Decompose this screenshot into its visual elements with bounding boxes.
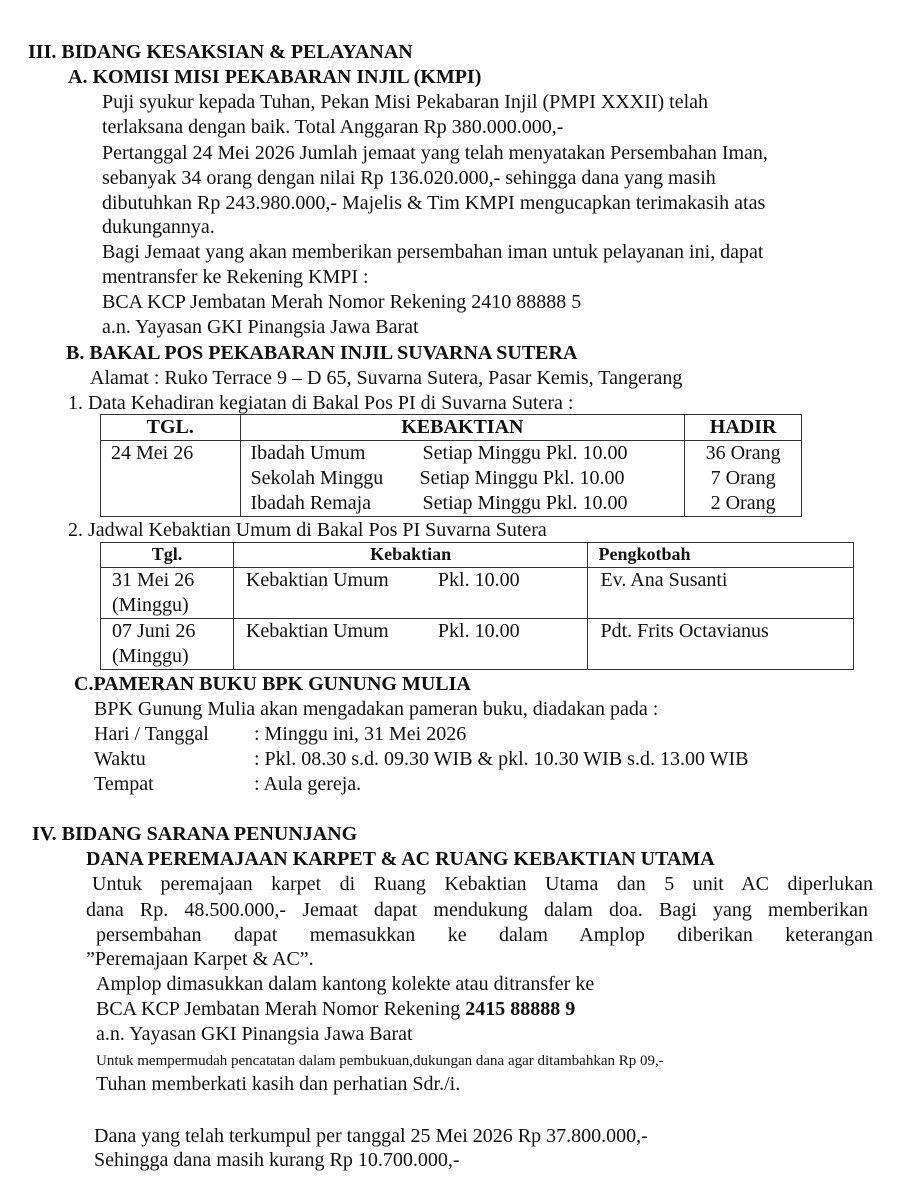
funds-collected: Dana yang telah terkumpul per tanggal 25 Mei 2026 Rp 37.800.000,- — [94, 1125, 648, 1147]
day-text: (Minggu) — [112, 645, 189, 667]
schedule-preacher: Pdt. Frits Octavianus — [588, 619, 854, 670]
attendance-heading: 1. Data Kehadiran kegiatan di Bakal Pos PI di Suvarna Sutera : — [68, 392, 574, 414]
service-time: Setiap Minggu Pkl. 10.00 — [422, 492, 628, 514]
section-3c-title: C.PAMERAN BUKU BPK GUNUNG MULIA — [74, 673, 471, 695]
section-4-subtitle: DANA PEREMAJAAN KARPET & AC RUANG KEBAKTIAN UTAMA — [86, 848, 715, 870]
schedule-service — [233, 568, 588, 619]
carpet-paragraph-line-3: persembahan dapat memasukkan ke dalam Amplop diberikan keterangan — [96, 924, 873, 946]
section-4-title: IV. BIDANG SARANA PENUNJANG — [32, 823, 358, 845]
kmpi-line-1: Puji syukur kepada Tuhan, Pekan Misi Pekabaran Injil (PMPI XXXII) telah — [102, 91, 709, 113]
exhibition-date-row — [94, 722, 466, 746]
row-label: Hari / Tanggal — [94, 723, 209, 745]
service-time: Setiap Minggu Pkl. 10.00 — [422, 442, 628, 464]
envelope-instruction: Amplop dimasukkan dalam kantong kolekte atau ditransfer ke — [96, 973, 595, 995]
pos-pi-address: Alamat : Ruko Terrace 9 – D 65, Suvarna Sutera, Pasar Kemis, Tangerang — [90, 367, 683, 389]
kmpi-line-8: mentransfer ke Rekening KMPI : — [102, 266, 369, 288]
table-row — [101, 441, 802, 517]
service-name: Ibadah Umum — [250, 442, 366, 464]
attendance-counts — [685, 441, 802, 517]
section-3-title: III. BIDANG KESAKSIAN & PELAYANAN — [28, 41, 413, 63]
kmpi-account-name: a.n. Yayasan GKI Pinangsia Jawa Barat — [102, 316, 419, 338]
hadir-count: 7 Orang — [710, 467, 776, 489]
date-text: 07 Juni 26 — [112, 620, 196, 642]
kmpi-line-2: terlaksana dengan baik. Total Anggaran Rp 380.000.000,- — [102, 116, 564, 138]
row-value: : Aula gereja. — [254, 773, 362, 795]
carpet-paragraph-line-1: Untuk peremajaan karpet di Ruang Kebaktian Utama dan 5 unit AC diperlukan — [92, 873, 873, 895]
service-name: Sekolah Minggu — [250, 467, 384, 489]
attendance-date: 24 Mei 26 — [101, 441, 241, 517]
bank-account-number: 2415 88888 9 — [465, 998, 576, 1020]
service-time: Pkl. 10.00 — [437, 620, 520, 642]
row-label: Tempat — [94, 773, 154, 795]
attendance-services — [240, 441, 685, 517]
service-time: Pkl. 10.00 — [437, 569, 520, 591]
bank-prefix: BCA KCP Jembatan Merah Nomor Rekening — [96, 998, 466, 1020]
blessing-line: Tuhan memberkati kasih dan perhatian Sdr./i. — [96, 1073, 461, 1095]
col-header-pengkotbah: Pengkotbah — [588, 543, 854, 568]
carpet-account-name: a.n. Yayasan GKI Pinangsia Jawa Barat — [96, 1023, 413, 1045]
service-name: Kebaktian Umum — [245, 569, 389, 591]
kmpi-bank-line: BCA KCP Jembatan Merah Nomor Rekening 2410 88888 5 — [102, 291, 582, 313]
carpet-paragraph-line-4: ”Peremajaan Karpet & AC”. — [86, 948, 314, 970]
col-header-kebaktian: KEBAKTIAN — [240, 415, 685, 441]
row-value: : Pkl. 08.30 s.d. 09.30 WIB & pkl. 10.30 WIB s.d. 13.00 WIB — [254, 748, 749, 770]
row-value: : Minggu ini, 31 Mei 2026 — [254, 723, 467, 745]
schedule-date — [101, 619, 234, 670]
schedule-service — [233, 619, 588, 670]
col-header-kebaktian: Kebaktian — [233, 543, 588, 568]
exhibition-intro: BPK Gunung Mulia akan mengadakan pameran buku, diadakan pada : — [94, 698, 659, 720]
section-3b-title: B. BAKAL POS PEKABARAN INJIL SUVARNA SUTERA — [66, 342, 578, 364]
table-row — [101, 619, 854, 670]
service-name: Kebaktian Umum — [245, 620, 389, 642]
section-3a-title: A. KOMISI MISI PEKABARAN INJIL (KMPI) — [68, 66, 482, 88]
col-header-tgl: Tgl. — [101, 543, 234, 568]
hadir-count: 36 Orang — [705, 442, 781, 464]
schedule-heading: 2. Jadwal Kebaktian Umum di Bakal Pos PI Suvarna Sutera — [68, 519, 547, 541]
schedule-table — [100, 542, 854, 670]
col-header-tgl: TGL. — [101, 415, 241, 441]
service-time: Setiap Minggu Pkl. 10.00 — [419, 467, 625, 489]
day-text: (Minggu) — [112, 594, 189, 616]
kmpi-line-7: Bagi Jemaat yang akan memberikan persembahan iman untuk pelayanan ini, dapat — [102, 241, 764, 263]
funds-remaining: Sehingga dana masih kurang Rp 10.700.000,- — [94, 1149, 460, 1171]
kmpi-line-6: dukungannya. — [102, 216, 215, 238]
bookkeeping-note: Untuk mempermudah pencatatan dalam pembukuan,dukungan dana agar ditambahkan Rp 09,- — [96, 1053, 664, 1069]
exhibition-time-row — [94, 747, 748, 771]
row-label: Waktu — [94, 748, 146, 770]
col-header-hadir: HADIR — [685, 415, 802, 441]
attendance-table — [100, 414, 802, 517]
kmpi-line-3: Pertanggal 24 Mei 2026 Jumlah jemaat yang telah menyatakan Persembahan Iman, — [102, 142, 768, 164]
exhibition-place-row — [94, 772, 361, 796]
schedule-preacher: Ev. Ana Susanti — [588, 568, 854, 619]
hadir-count: 2 Orang — [710, 492, 776, 514]
service-name: Ibadah Remaja — [250, 492, 372, 514]
carpet-paragraph-line-2: dana Rp. 48.500.000,- Jemaat dapat mendukung dalam doa. Bagi yang memberikan — [86, 899, 868, 921]
date-text: 31 Mei 26 — [112, 569, 195, 591]
carpet-bank-line — [96, 997, 575, 1021]
kmpi-line-5: dibutuhkan Rp 243.980.000,- Majelis & Tim KMPI mengucapkan terimakasih atas — [102, 192, 766, 214]
table-row — [101, 568, 854, 619]
kmpi-line-4: sebanyak 34 orang dengan nilai Rp 136.020.000,- sehingga dana yang masih — [102, 167, 716, 189]
schedule-date — [101, 568, 234, 619]
